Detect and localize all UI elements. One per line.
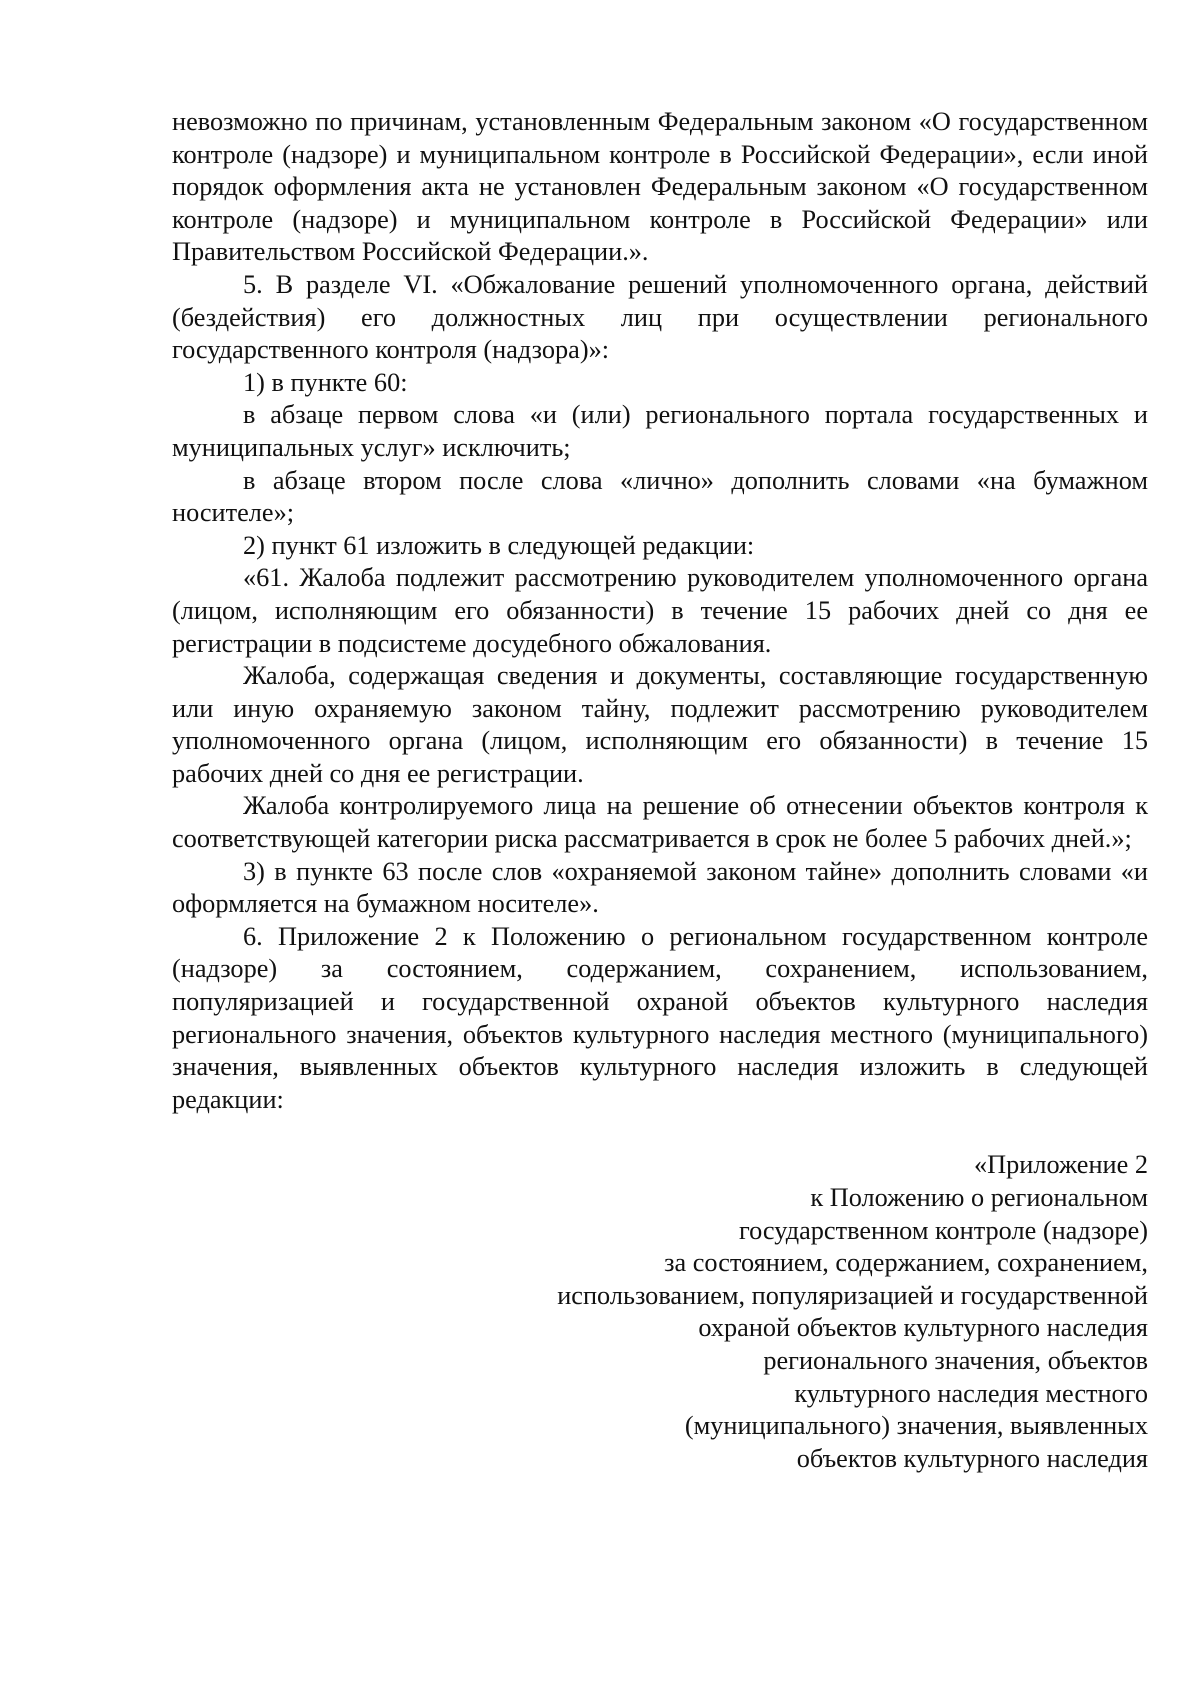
paragraph-section-5: 5. В разделе VI. «Обжалование решений уполномоченного органа, действий (бездействия) его должностных лиц при осуществлении регионального государственного контроля (надзора)»: bbox=[172, 269, 1148, 365]
appendix-line: к Положению о региональном bbox=[810, 1183, 1148, 1212]
appendix-line: за состоянием, содержанием, сохранением, bbox=[664, 1248, 1148, 1278]
appendix-line: объектов культурного наследия bbox=[796, 1443, 1148, 1473]
paragraph-item-1: 1) в пункте 60: bbox=[243, 367, 408, 397]
paragraph-complaint-secret: Жалоба, содержащая сведения и документы, составляющие государственную или иную охраняемую законом тайну, подлежит рассмотрению руководителем уполномоченного органа (лицом, исполняющим его обязанности) в течение 15 рабочих дней со дня ее регистрации. bbox=[172, 661, 1148, 788]
document-page bbox=[172, 106, 1148, 1475]
appendix-line: культурного наследия местного bbox=[794, 1378, 1148, 1408]
appendix-line: (муниципального) значения, выявленных bbox=[684, 1411, 1148, 1441]
appendix-line: «Приложение 2 bbox=[973, 1150, 1148, 1180]
appendix-line: регионального значения, объектов bbox=[763, 1345, 1148, 1375]
paragraph-continuation: невозможно по причинам, установленным Федеральным законом «О государственном контроле (надзоре) и муниципальном контроле в Российской Федерации», если иной порядок оформления акта не установлен Федеральным законом «О государственном контроле (надзоре) и муниципальном контроле в Российской Федерации» или Правительством Российской Федерации.». bbox=[172, 107, 1148, 267]
paragraph-item-2: 2) пункт 61 изложить в следующей редакции: bbox=[243, 530, 755, 560]
appendix-line: охраной объектов культурного наследия bbox=[698, 1313, 1148, 1343]
paragraph-item-1-second-abzac: в абзаце втором после слова «лично» дополнить словами «на бумажном носителе»; bbox=[172, 465, 1148, 528]
paragraph-item-1-first-abzac: в абзаце первом слова «и (или) регионального портала государственных и муниципальных услуг» исключить; bbox=[172, 400, 1148, 462]
paragraph-item-3: 3) в пункте 63 после слов «охраняемой законом тайне» дополнить словами «и оформляется на бумажном носителе». bbox=[172, 856, 1148, 919]
paragraph-complaint-risk: Жалоба контролируемого лица на решение об отнесении объектов контроля к соответствующей категории риска рассматривается в срок не более 5 рабочих дней.»; bbox=[172, 791, 1148, 854]
paragraph-section-6: 6. Приложение 2 к Положению о региональном государственном контроле (надзоре) за состоянием, содержанием, сохранением, использованием, популяризацией и государственной охраной объектов культурного наследия регионального значения, объектов культурного наследия местного (муниципального) значения, выявленных объектов культурного наследия изложить в следующей редакции: bbox=[172, 921, 1148, 1114]
appendix-heading bbox=[172, 1149, 1148, 1475]
appendix-line: использованием, популяризацией и государственной bbox=[557, 1280, 1148, 1310]
paragraph-point-61: «61. Жалоба подлежит рассмотрению руководителем уполномоченного органа (лицом, исполняющим его обязанности) в течение 15 рабочих дней со дня ее регистрации в подсистеме досудебного обжалования. bbox=[172, 563, 1148, 658]
appendix-line: государственном контроле (надзоре) bbox=[738, 1215, 1148, 1245]
